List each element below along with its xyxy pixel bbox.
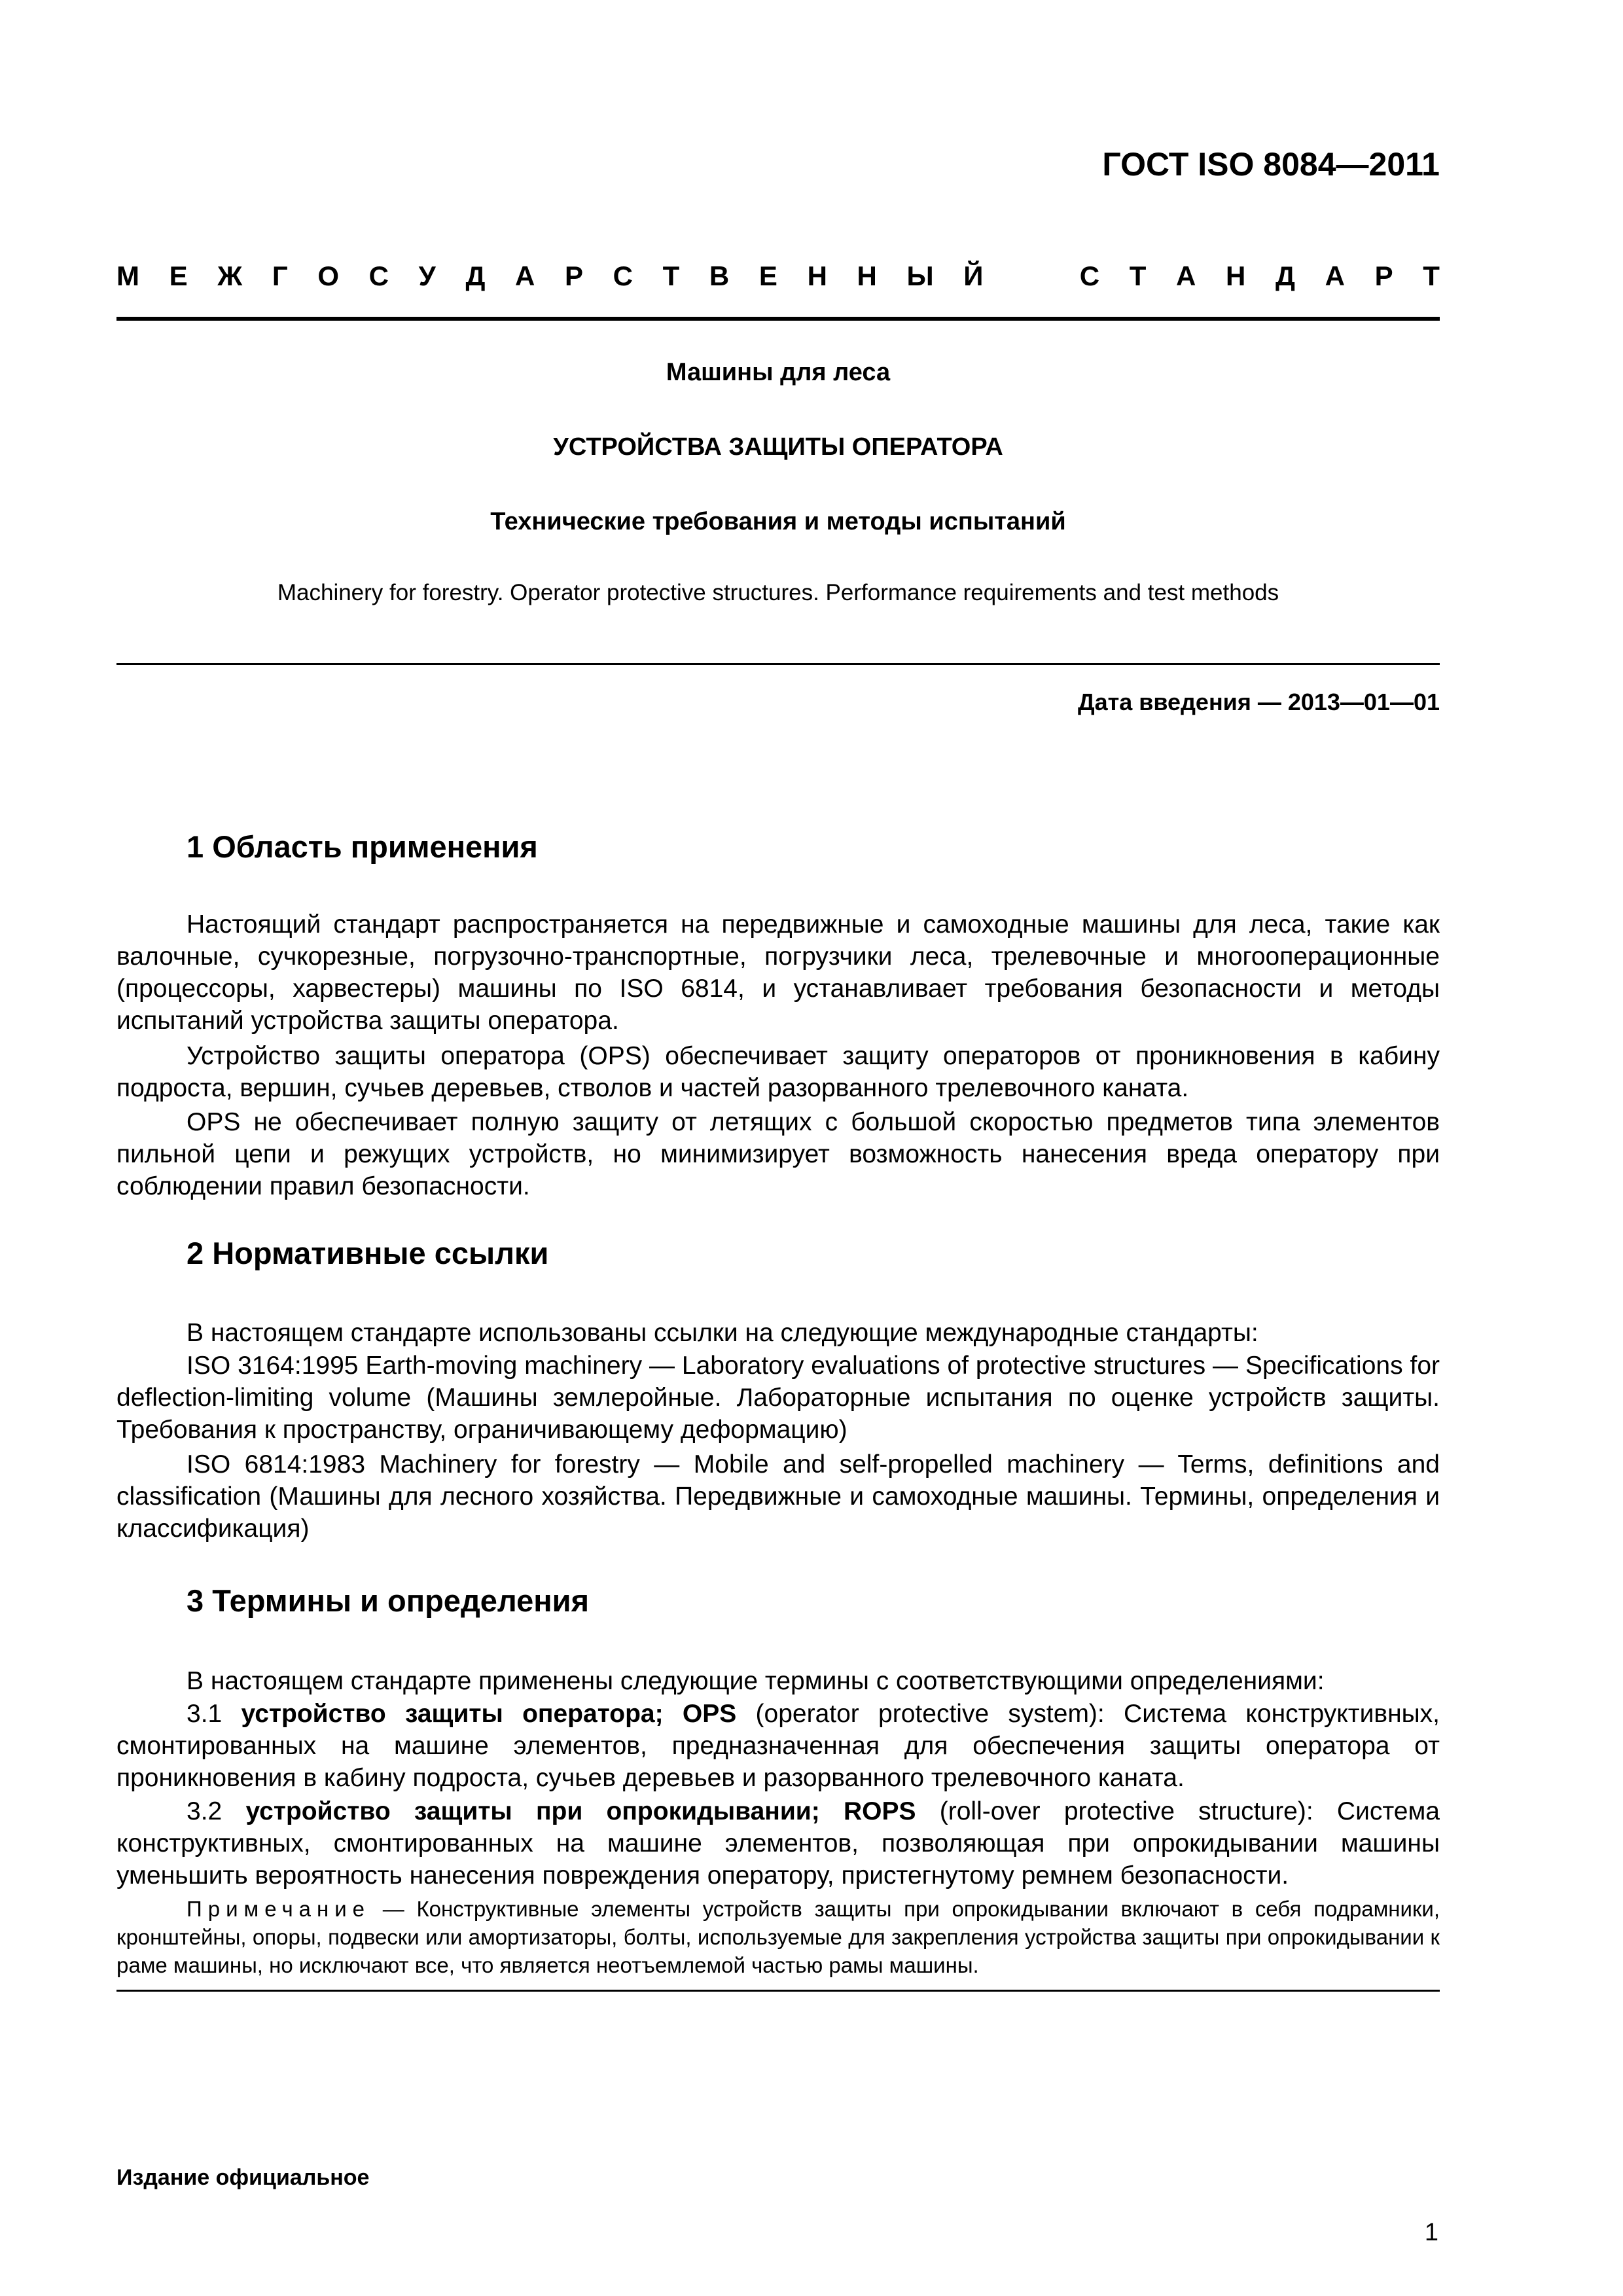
banner-letter: Ж — [217, 260, 243, 291]
banner-letter: Г — [272, 260, 288, 291]
banner-letter: А — [1176, 260, 1196, 291]
term-number: 3.2 — [187, 1797, 246, 1825]
section-3-heading: 3 Термины и определения — [187, 1583, 589, 1618]
term-definition: (operator protective system): Система конструктивных, смонтированных на машине элементов, предназначенная для обеспечения защиты оператора от проникновения в кабину подроста, сучьев деревьев и разорванного трелевочного каната. — [116, 1700, 1440, 1792]
banner-divider — [116, 317, 1440, 321]
section-3-paragraph-1: В настоящем стандарте применены следующие термины с соответствующими определениями: — [187, 1667, 1325, 1695]
term-3-2 — [116, 1795, 1440, 1892]
footer-divider — [116, 1990, 1440, 1992]
banner-letter: Т — [662, 260, 680, 291]
term-definition: (roll-over protective structure): Система конструктивных, смонтированных на машине элементов, позволяющая при опрокидывании машины уменьшить вероятность нанесения повреждения оператору, пристегнутому ремнем безопасности. — [116, 1797, 1440, 1890]
title-line-3: Технические требования и методы испытаний — [490, 508, 1066, 535]
title-line-2: УСТРОЙСТВА ЗАЩИТЫ ОПЕРАТОРА — [553, 433, 1003, 461]
interstate-standard-banner — [116, 257, 1440, 296]
banner-letter: Т — [1129, 260, 1147, 291]
section-2-reference-iso-3164: ISO 3164:1995 Earth-moving machinery — Laboratory evaluations of protective structures — Specifications for deflection-limiting volume (Машины землеройные. Лабораторные испытания по оценке устройств защиты. Требования к пространству, ограничивающему деформацию) — [116, 1352, 1440, 1444]
banner-letter: Й — [963, 260, 984, 291]
note — [116, 1895, 1440, 1979]
official-edition-label: Издание официальное — [116, 2165, 370, 2190]
title-line-1: Машины для леса — [666, 359, 891, 386]
section-2-paragraph-1: В настоящем стандарте использованы ссылки на следующие международные стандарты: — [187, 1319, 1258, 1347]
banner-letter: О — [317, 260, 340, 291]
banner-letter: С — [613, 260, 633, 291]
page-number: 1 — [1424, 2219, 1438, 2246]
note-text: — Конструктивные элементы устройств защиты при опрокидывании включают в себя подрамники, кронштейны, опоры, подвески или амортизаторы, болты, используемые для закрепления устройства защиты при опрокидывании к раме машины, но исключают все, что является неотъемлемой частью рамы машины. — [116, 1897, 1440, 1977]
term-name: устройство защиты оператора; OPS — [241, 1700, 737, 1728]
section-1-paragraph-3: OPS не обеспечивает полную защиту от летящих с большой скоростью предметов типа элементов пильной цепи и режущих устройств, но минимизирует возможность нанесения вреда оператору при соблюдении правил безопасности. — [116, 1108, 1440, 1200]
section-1-paragraph-2: Устройство защиты оператора (OPS) обеспечивает защиту операторов от проникновения в кабину подроста, вершин, сучьев деревьев, стволов и частей разорванного трелевочного каната. — [116, 1042, 1440, 1102]
banner-letter: У — [418, 260, 436, 291]
section-1-heading: 1 Область применения — [187, 829, 538, 864]
banner-letter: С — [1079, 260, 1100, 291]
banner-letter: С — [368, 260, 389, 291]
banner-letter: Е — [169, 260, 188, 291]
banner-letter: А — [1325, 260, 1345, 291]
banner-letter: В — [709, 260, 730, 291]
section-1-paragraph-1: Настоящий стандарт распространяется на передвижные и самоходные машины для леса, такие как валочные, сучкорезные, погрузочно-транспортные, погрузчики леса, трелевочные и многооперационные (процессоры, харвестеры) машины по ISO 6814, и устанавливает требования безопасности и методы испытаний устройства защиты оператора. — [116, 910, 1440, 1035]
banner-letter: Ы — [906, 260, 934, 291]
section-2-reference-iso-6814: ISO 6814:1983 Machinery for forestry — Mobile and self-propelled machinery — Terms, definitions and classification (Машины для лесного хозяйства. Передвижные и самоходные машины. Термины, определения и классификация) — [116, 1450, 1440, 1543]
introduction-date: Дата введения — 2013—01—01 — [1077, 689, 1440, 715]
note-label: Примечание — [187, 1897, 371, 1921]
term-name: устройство защиты при опрокидывании; ROPS — [245, 1797, 916, 1825]
term-number: 3.1 — [187, 1700, 241, 1728]
section-2-heading: 2 Нормативные ссылки — [187, 1236, 549, 1270]
banner-letter: Д — [465, 260, 486, 291]
banner-letter: Д — [1275, 260, 1295, 291]
banner-letter: Н — [857, 260, 877, 291]
term-3-1 — [116, 1698, 1440, 1794]
banner-letter: А — [515, 260, 535, 291]
banner-letter: Т — [1423, 260, 1440, 291]
document-code: ГОСТ ISO 8084—2011 — [1102, 146, 1440, 183]
title-english: Machinery for forestry. Operator protective structures. Performance requirements and test methods — [277, 580, 1279, 605]
banner-letter: Н — [807, 260, 827, 291]
banner-letter: М — [116, 260, 139, 291]
title-divider — [116, 663, 1440, 665]
banner-letter: Р — [564, 260, 583, 291]
banner-letter: Р — [1374, 260, 1393, 291]
banner-letter: Н — [1226, 260, 1246, 291]
banner-letter: Е — [758, 260, 777, 291]
